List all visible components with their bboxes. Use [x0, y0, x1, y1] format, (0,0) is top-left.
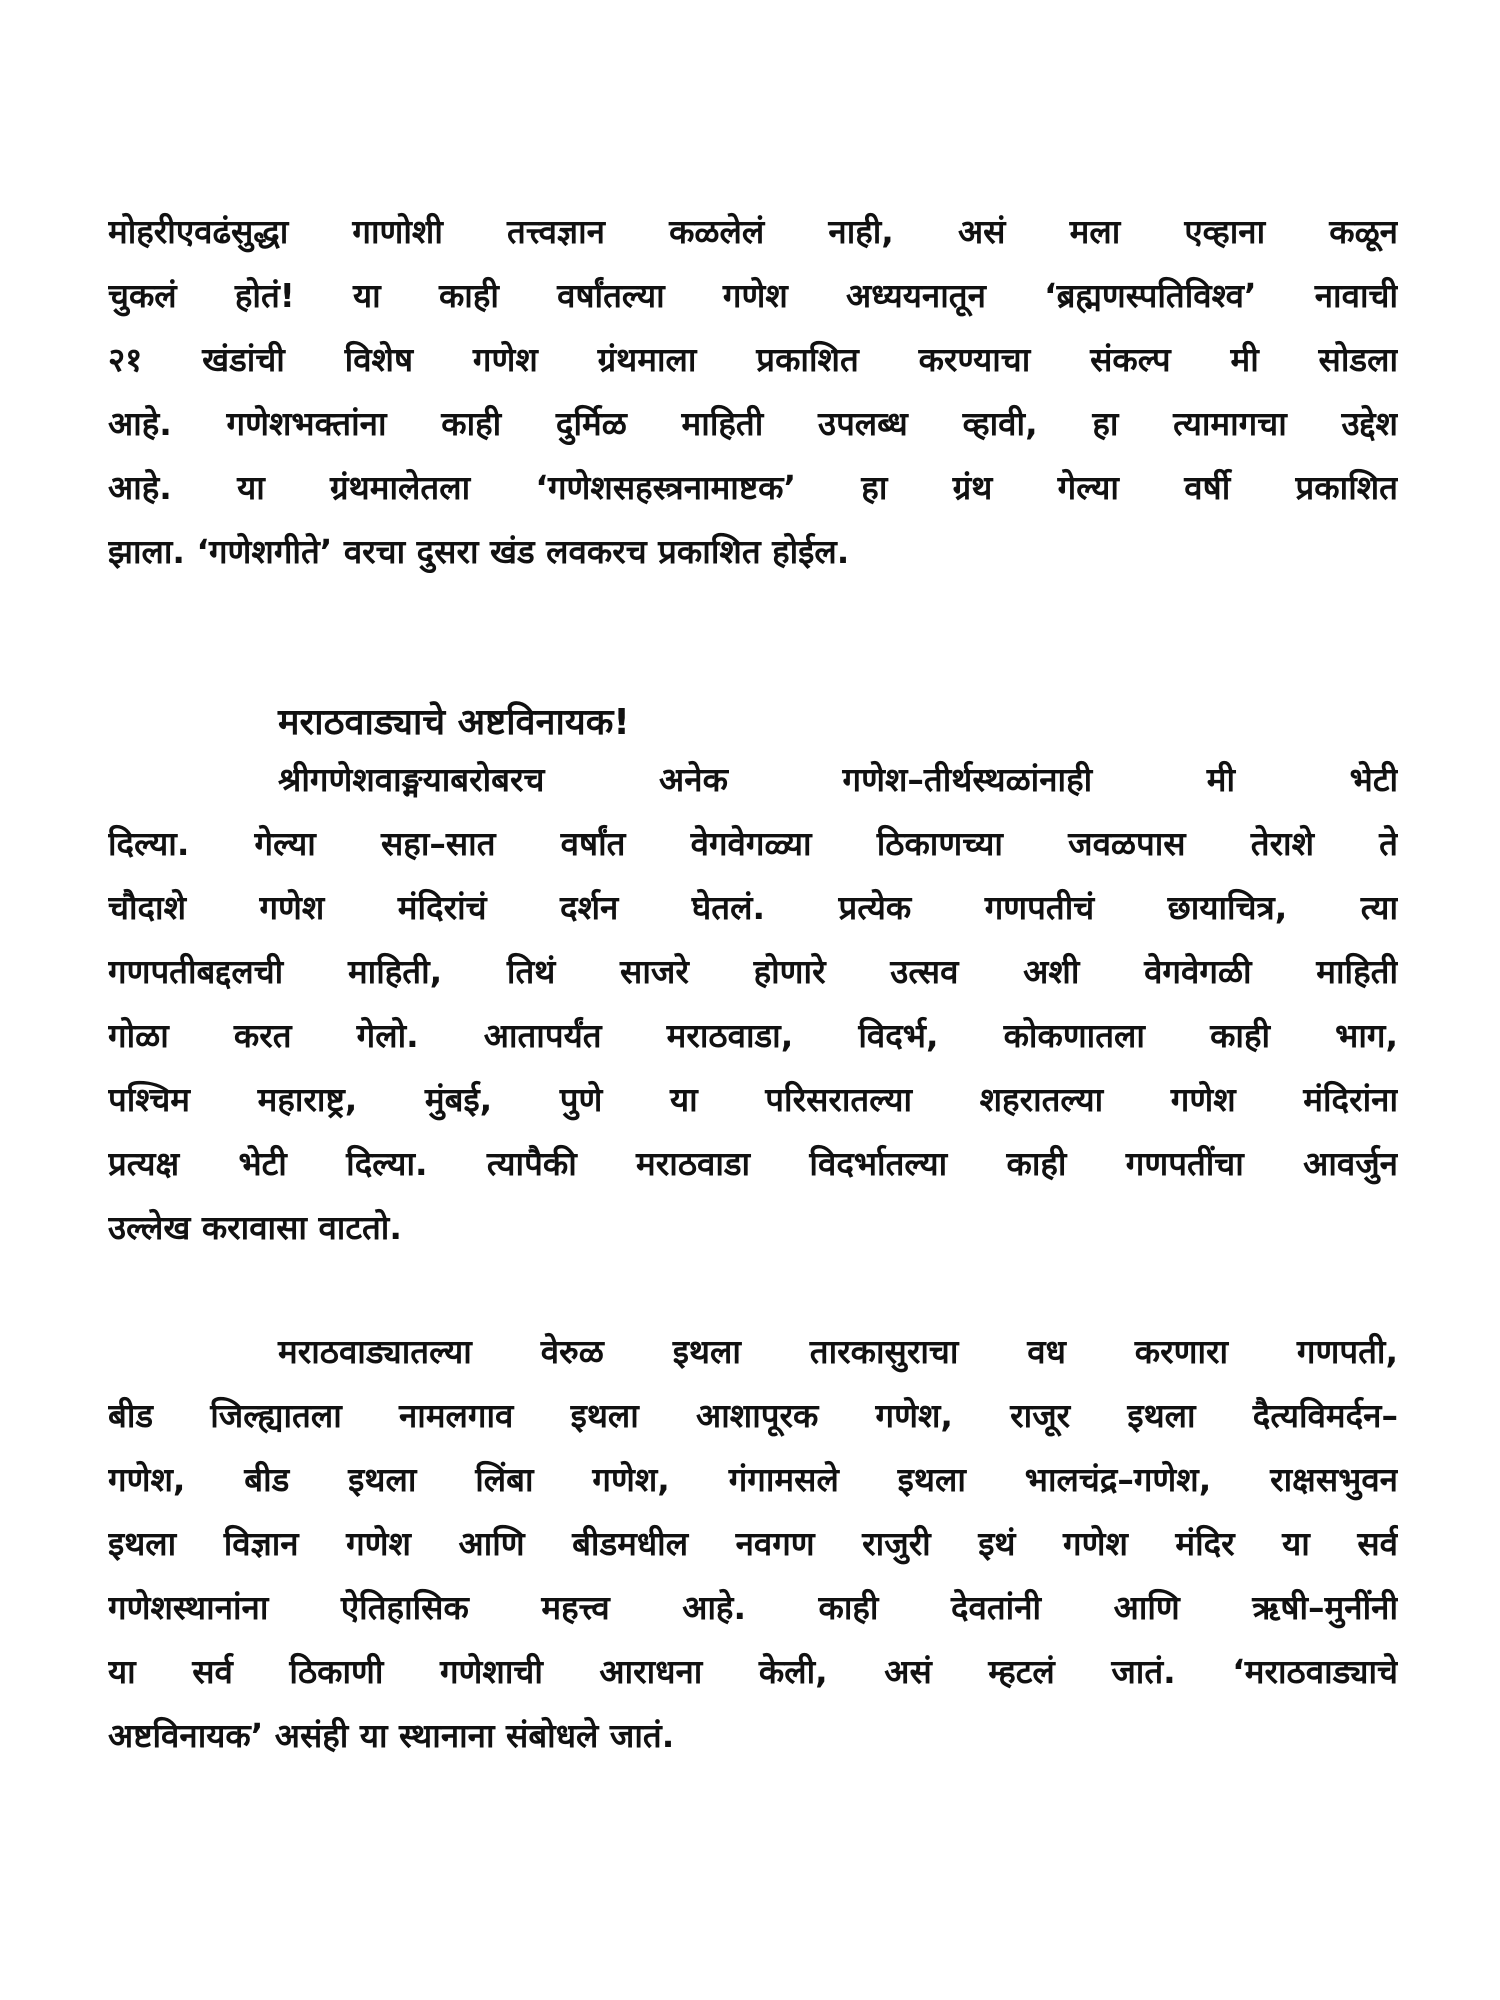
paragraph-line: दिल्या. गेल्या सहा–सात वर्षांत वेगवेगळ्या ठिकाणच्या जवळपास तेराशे ते	[108, 824, 1398, 863]
paragraph-line: मराठवाड्यातल्या वेरुळ इथला तारकासुराचा वध करणारा गणपती,	[278, 1332, 1398, 1371]
paragraph-line: मोहरीएवढंसुद्धा गाणोशी तत्त्वज्ञान कळलेलं नाही, असं मला एव्हाना कळून	[108, 212, 1398, 251]
paragraph-1	[108, 200, 1398, 584]
paragraph-line: इथला विज्ञान गणेश आणि बीडमधील नवगण राजुरी इथं गणेश मंदिर या सर्व	[108, 1524, 1398, 1563]
paragraph-line: गोळा करत गेलो. आतापर्यंत मराठवाडा, विदर्भ, कोकणातला काही भाग,	[108, 1016, 1398, 1055]
paragraph-line: उल्लेख करावासा वाटतो.	[108, 1208, 402, 1247]
paragraph-line: या सर्व ठिकाणी गणेशाची आराधना केली, असं म्हटलं जातं. ‘मराठवाड्याचे	[108, 1652, 1398, 1691]
paragraph-line: आहे. गणेशभक्तांना काही दुर्मिळ माहिती उपलब्ध व्हावी, हा त्यामागचा उद्देश	[108, 404, 1398, 443]
paragraph-3	[108, 1320, 1398, 1768]
paragraph-line: बीड जिल्ह्यातला नामलगाव इथला आशापूरक गणेश, राजूर इथला दैत्यविमर्दन–	[108, 1396, 1398, 1435]
paragraph-line: चुकलं होतं! या काही वर्षांतल्या गणेश अध्ययनातून ‘ब्रह्मणस्पतिविश्व’ नावाची	[108, 276, 1398, 315]
paragraph-line: श्रीगणेशवाङ्मयाबरोबरच अनेक गणेश–तीर्थस्थळांनाही मी भेटी	[278, 760, 1398, 799]
paragraph-2	[108, 748, 1398, 1260]
section-heading: मराठवाड्याचे अष्टविनायक!	[278, 702, 630, 743]
paragraph-line: पश्चिम महाराष्ट्र, मुंबई, पुणे या परिसरातल्या शहरातल्या गणेश मंदिरांना	[108, 1080, 1398, 1119]
paragraph-line: झाला. ‘गणेशगीते’ वरचा दुसरा खंड लवकरच प्रकाशित होईल.	[108, 532, 850, 571]
paragraph-line: २१ खंडांची विशेष गणेश ग्रंथमाला प्रकाशित करण्याचा संकल्प मी सोडला	[108, 340, 1398, 379]
paragraph-line: गणेशस्थानांना ऐतिहासिक महत्त्व आहे. काही देवतांनी आणि ऋषी–मुनींनी	[108, 1588, 1398, 1627]
paragraph-line: अष्टविनायक’ असंही या स्थानाना संबोधले जातं.	[108, 1716, 675, 1755]
paragraph-line: आहे. या ग्रंथमालेतला ‘गणेशसहस्त्रनामाष्टक’ हा ग्रंथ गेल्या वर्षी प्रकाशित	[108, 468, 1398, 507]
paragraph-line: चौदाशे गणेश मंदिरांचं दर्शन घेतलं. प्रत्येक गणपतीचं छायाचित्र, त्या	[108, 888, 1398, 927]
paragraph-line: गणपतीबद्दलची माहिती, तिथं साजरे होणारे उत्सव अशी वेगवेगळी माहिती	[108, 952, 1398, 991]
paragraph-line: प्रत्यक्ष भेटी दिल्या. त्यापैकी मराठवाडा विदर्भातल्या काही गणपतींचा आवर्जुन	[108, 1144, 1398, 1183]
paragraph-line: गणेश, बीड इथला लिंबा गणेश, गंगामसले इथला भालचंद्र–गणेश, राक्षसभुवन	[108, 1460, 1398, 1499]
